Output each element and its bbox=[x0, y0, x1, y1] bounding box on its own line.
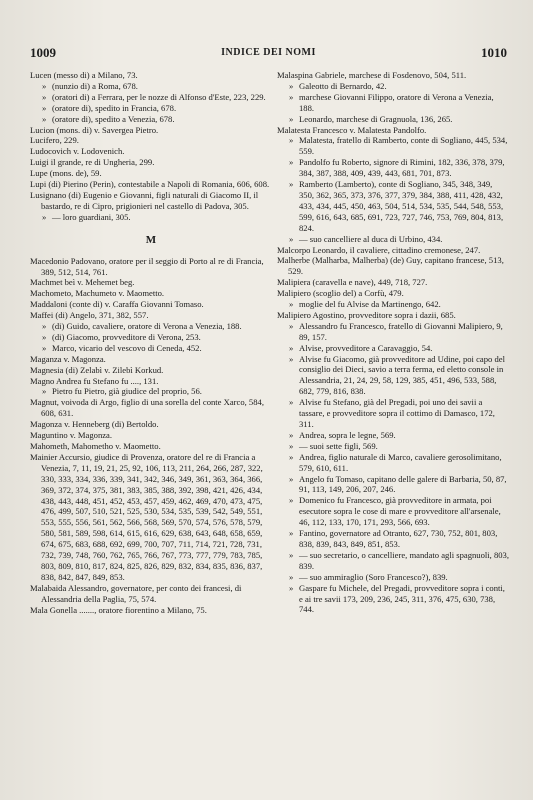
entry-text: Andrea, sopra le legne, 569. bbox=[299, 429, 396, 440]
entry-text: — suo cancelliere al duca di Urbino, 434. bbox=[299, 233, 443, 244]
entry-text: Gaspare fu Michele, del Pregadi, provveditore sopra i conti, e ai tre savii 173, 209, 236, 245, 311, 376, 475, 630, 738, 744. bbox=[299, 582, 505, 615]
ditto-mark-icon: » bbox=[289, 582, 294, 593]
index-subentry bbox=[277, 583, 509, 616]
entry-text: Ramberto (Lamberto), conte di Sogliano, 345, 348, 349, 350, 362, 365, 373, 376, 377, 379, 384, 388, 411, 428, 432, 433, 434, 445, 450, 463, 504, 514, 534, 535, 544, 548, 553, 599, 616, 643, 685, 691, 723, 727, 746, 753, 769, 804, 813, 824. bbox=[299, 179, 504, 233]
index-entry bbox=[30, 146, 272, 157]
index-subentry bbox=[277, 343, 509, 354]
entry-text: Magnut, voivoda di Argo, figlio di una sorella del conte Xarco, 584, 608, 631. bbox=[30, 397, 264, 419]
index-subentry bbox=[277, 114, 509, 125]
entry-text: (oratore di), spedito a Venezia, 678. bbox=[52, 113, 175, 124]
ditto-mark-icon: » bbox=[42, 91, 47, 102]
ditto-mark-icon: » bbox=[42, 113, 47, 124]
index-entry bbox=[30, 354, 272, 365]
entry-text: Malipiero (scoglio del) a Corfù, 479. bbox=[277, 288, 404, 299]
index-subentry bbox=[277, 179, 509, 234]
ditto-mark-icon: » bbox=[289, 91, 294, 102]
entry-text: Alessandro fu Francesco, fratello di Giovanni Malipiero, 9, 89, 157. bbox=[299, 320, 503, 342]
index-subentry bbox=[277, 397, 509, 430]
index-subentry bbox=[277, 321, 509, 343]
entry-text: Lusignano (di) Eugenio e Giovanni, figli naturali di Giacomo II, il bastardo, re di Cipro, prigionieri nel castello di Padova, 305. bbox=[30, 189, 259, 211]
entry-text: Mahometh, Mahometho v. Maometto. bbox=[30, 441, 161, 451]
right-block-entries bbox=[277, 70, 509, 615]
index-entry bbox=[30, 365, 272, 376]
entry-text: Marco, vicario del vescovo di Ceneda, 452. bbox=[52, 342, 202, 353]
index-subentry bbox=[277, 430, 509, 441]
ditto-mark-icon: » bbox=[42, 342, 47, 353]
index-entry bbox=[30, 397, 272, 419]
entry-text: Lucion (mons. di) v. Savergea Pietro. bbox=[30, 124, 159, 135]
left-page-number: 1009 bbox=[30, 45, 56, 60]
entry-text: (oratori di) a Ferrara, per le nozze di Alfonso d'Este, 223, 229. bbox=[52, 91, 266, 102]
ditto-mark-icon: » bbox=[42, 80, 47, 91]
entry-text: Lucen (messo di) a Milano, 73. bbox=[30, 70, 138, 80]
entry-text: Pandolfo fu Roberto, signore di Rimini, 182, 336, 378, 379, 384, 387, 388, 409, 439, 443, 681, 701, 873. bbox=[299, 157, 505, 179]
entry-text: Fantino, governatore ad Otranto, 627, 730, 752, 801, 803, 838, 839, 843, 849, 851, 853. bbox=[299, 528, 498, 549]
entry-text: Machmet beì v. Mehemet beg. bbox=[30, 277, 135, 288]
entry-text: Malcorpo Leonardo, il cavaliere, cittadino cremonese, 247. bbox=[277, 244, 481, 255]
ditto-mark-icon: » bbox=[289, 353, 294, 364]
index-entry bbox=[30, 190, 272, 212]
entry-text: Malabaida Alessandro, governatore, per conto dei francesi, di Alessandria della Paglia, 75, 574. bbox=[30, 582, 242, 604]
entry-text: Ludocovich v. Lodovenich. bbox=[30, 146, 125, 157]
entry-text: Maffei (di) Angelo, 371, 382, 557. bbox=[30, 310, 149, 321]
ditto-mark-icon: » bbox=[289, 473, 294, 484]
ditto-mark-icon: » bbox=[42, 211, 47, 222]
right-page-number: 1010 bbox=[481, 45, 507, 60]
index-entry bbox=[30, 125, 272, 136]
index-subentry bbox=[30, 386, 272, 397]
index-subentry bbox=[277, 474, 509, 496]
index-subentry bbox=[277, 452, 509, 474]
entry-text: Maddaloni (conte di) v. Caraffa Giovanni Tomaso. bbox=[30, 299, 204, 310]
entry-text: Domenico fu Francesco, già provveditore in armata, poi esecutore sopra le cose di mare e provveditore all'arsenale, 46, 112, 133, 170, 171, 293, 566, 693. bbox=[299, 495, 501, 528]
ditto-mark-icon: » bbox=[289, 571, 294, 582]
index-subentry bbox=[30, 81, 272, 92]
entry-text: Pietro fu Pietro, già giudice del proprio, 56. bbox=[52, 386, 202, 397]
index-entry bbox=[30, 168, 272, 179]
index-subentry bbox=[30, 114, 272, 125]
index-entry bbox=[277, 310, 509, 321]
index-entry bbox=[30, 419, 272, 430]
index-subentry bbox=[277, 495, 509, 528]
entry-text: Mainier Accursio, giudice di Provenza, oratore del re di Francia a Venezia, 7, 11, 19, 21, 25, 92, 106, 113, 211, 264, 266, 287, 322, 330, 333, 334, 336, 339, 341, 342, 346, 349, 361, 363, 364, 366, 369, 372, 374, 375, 381, 383, 385, 388, 392, 398, 421, 426, 434, 438, 443, 448, 451, 452, 453, 457, 459, 462, 469, 470, 473, 475, 476, 499, 507, 510, 521, 525, 530, 534, 535, 539, 542, 549, 551, 553, 555, 556, 561, 562, 566, 568, 569, 570, 574, 576, 578, 579, 580, 581, 589, 598, 614, 615, 616, 629, 638, 643, 648, 658, 659, 674, 675, 683, 688, 692, 699, 700, 707, 711, 714, 721, 728, 731, 732, 739, 748, 760, 762, 765, 766, 767, 773, 777, 779, 783, 785, 803, 809, 810, 817, 824, 825, 826, 829, 832, 834, 835, 836, 837, 838, 842, 847, 849, 853. bbox=[30, 451, 263, 582]
entry-text: Malatesta Francesco v. Malatesta Pandolfo. bbox=[277, 124, 427, 135]
index-subentry bbox=[277, 157, 509, 179]
index-entry bbox=[30, 179, 272, 190]
index-entry bbox=[30, 452, 272, 583]
entry-text: Malatesta, fratello di Ramberto, conte di Sogliano, 445, 534, 559. bbox=[299, 135, 508, 157]
ditto-mark-icon: » bbox=[42, 102, 47, 113]
ditto-mark-icon: » bbox=[289, 549, 294, 560]
index-entry bbox=[30, 256, 272, 278]
index-entry bbox=[277, 70, 509, 81]
ditto-mark-icon: » bbox=[289, 80, 294, 91]
entry-text: — suo ammiraglio (Soro Francesco?), 839. bbox=[299, 571, 448, 582]
index-entry bbox=[277, 245, 509, 256]
index-subentry bbox=[277, 234, 509, 245]
entry-text: moglie del fu Alvise da Martinengo, 642. bbox=[299, 299, 441, 310]
index-entry bbox=[30, 430, 272, 441]
entry-text: Magnesia (di) Zelabì v. Zilebì Korkud. bbox=[30, 364, 164, 375]
index-subentry bbox=[30, 343, 272, 354]
ditto-mark-icon: » bbox=[289, 528, 294, 539]
entry-text: (nunzio di) a Roma, 678. bbox=[52, 80, 138, 91]
entry-text: Mala Gonella ......., oratore fiorentino a Milano, 75. bbox=[30, 604, 207, 615]
ditto-mark-icon: » bbox=[289, 320, 294, 331]
index-entry bbox=[30, 70, 272, 81]
entry-text: Leonardo, marchese di Gragnuola, 136, 265. bbox=[299, 113, 453, 124]
index-subentry bbox=[277, 135, 509, 157]
entry-text: Malipiero Agostino, provveditore sopra i dazii, 685. bbox=[277, 309, 456, 320]
right-column bbox=[277, 70, 509, 615]
ditto-mark-icon: » bbox=[289, 299, 294, 310]
section-letter-m: M bbox=[145, 233, 157, 246]
entry-text: Andrea, figlio naturale di Marco, cavaliere gerosolimitano, 579, 610, 611. bbox=[299, 451, 502, 473]
index-entry bbox=[30, 310, 272, 321]
index-subentry bbox=[30, 212, 272, 223]
ditto-mark-icon: » bbox=[289, 440, 294, 451]
index-entry bbox=[277, 277, 509, 288]
ditto-mark-icon: » bbox=[289, 113, 294, 124]
index-entry bbox=[277, 125, 509, 136]
entry-text: Lupi (di) Pierino (Perin), contestabile a Napoli di Romania, 606, 608. bbox=[30, 179, 270, 190]
ditto-mark-icon: » bbox=[289, 342, 294, 353]
entry-text: Malaspina Gabriele, marchese di Fosdenovo, 504, 511. bbox=[277, 70, 467, 80]
index-entry bbox=[30, 376, 272, 387]
index-subentry bbox=[277, 81, 509, 92]
index-entry bbox=[30, 288, 272, 299]
index-subentry bbox=[277, 354, 509, 398]
ditto-mark-icon: » bbox=[42, 321, 47, 332]
index-entry bbox=[30, 135, 272, 146]
index-subentry bbox=[30, 321, 272, 332]
entry-text: Magno Andrea fu Stefano fu ...., 131. bbox=[30, 375, 159, 386]
entry-text: Malherbe (Malharba, Malherba) (de) Guy, capitano francese, 513, 529. bbox=[277, 255, 504, 277]
entry-text: Luigi il grande, re di Ungheria, 299. bbox=[30, 157, 155, 168]
ditto-mark-icon: » bbox=[289, 397, 294, 408]
entry-text: (di) Giacomo, provveditore di Verona, 253. bbox=[52, 331, 201, 342]
index-subentry bbox=[277, 550, 509, 572]
left-block-m-entries bbox=[30, 256, 272, 616]
index-entry bbox=[30, 277, 272, 288]
ditto-mark-icon: » bbox=[289, 495, 294, 506]
ditto-mark-icon: » bbox=[42, 386, 47, 397]
index-subentry bbox=[277, 299, 509, 310]
index-subentry bbox=[30, 103, 272, 114]
entry-text: Machometo, Machumeto v. Maometto. bbox=[30, 288, 165, 299]
entry-text: — loro guardiani, 305. bbox=[52, 211, 131, 222]
index-entry bbox=[30, 441, 272, 452]
entry-text: Alvise fu Giacomo, già provveditore ad Udine, poi capo del consiglio dei Dieci, savio a terra ferma, ed eletto console in Alessandria, 21, 24, 29, 58, 129, 385, 451, 496, 533, 588, 682, 779, 816, 838. bbox=[299, 353, 505, 397]
entry-text: — suoi sette figli, 569. bbox=[299, 440, 378, 451]
entry-text: Lupe (mons. de), 59. bbox=[30, 168, 102, 179]
entry-text: (oratore di), spedito in Francia, 678. bbox=[52, 102, 177, 113]
left-column bbox=[30, 70, 272, 616]
index-subentry bbox=[30, 332, 272, 343]
entry-text: Angelo fu Tomaso, capitano delle galere di Barbaria, 50, 87, 91, 113, 149, 206, 207, 246. bbox=[299, 473, 507, 495]
entry-text: — suo secretario, o cancelliere, mandato agli spagnuoli, 803, 839. bbox=[299, 549, 510, 571]
ditto-mark-icon: » bbox=[289, 157, 294, 168]
index-subentry bbox=[277, 528, 509, 550]
index-subentry bbox=[30, 92, 272, 103]
index-entry bbox=[30, 299, 272, 310]
left-block-l-entries bbox=[30, 70, 272, 223]
ditto-mark-icon: » bbox=[289, 135, 294, 146]
entry-text: Macedonio Padovano, oratore per il seggio di Porto al re di Francia, 389, 512, 514, 761. bbox=[30, 255, 264, 277]
entry-text: Galeotto di Bernardo, 42. bbox=[299, 80, 387, 91]
running-header bbox=[30, 45, 507, 61]
entry-text: Alvise, provveditore a Caravaggio, 54. bbox=[299, 342, 433, 353]
index-entry bbox=[277, 288, 509, 299]
ditto-mark-icon: » bbox=[42, 331, 47, 342]
entry-text: (di) Guido, cavaliere, oratore di Verona a Venezia, 188. bbox=[52, 321, 242, 332]
ditto-mark-icon: » bbox=[289, 451, 294, 462]
entry-text: Maguntino v. Magonza. bbox=[30, 430, 113, 441]
ditto-mark-icon: » bbox=[289, 233, 294, 244]
entry-text: marchese Giovanni Filippo, oratore di Verona a Venezia, 188. bbox=[299, 91, 494, 113]
entry-text: Lucifero, 229. bbox=[30, 135, 79, 146]
running-title: INDICE DEI NOMI bbox=[221, 47, 316, 58]
index-entry bbox=[277, 255, 509, 277]
index-entry bbox=[30, 605, 272, 616]
index-entry bbox=[30, 583, 272, 605]
ditto-mark-icon: » bbox=[289, 429, 294, 440]
index-subentry bbox=[277, 92, 509, 114]
index-subentry bbox=[277, 572, 509, 583]
entry-text: Maganza v. Magonza. bbox=[30, 353, 106, 364]
ditto-mark-icon: » bbox=[289, 179, 294, 190]
index-entry bbox=[30, 157, 272, 168]
entry-text: Magonza v. Henneberg (di) Bertoldo. bbox=[30, 419, 159, 430]
entry-text: Alvise fu Stefano, già del Pregadi, poi uno dei savii a tassare, e provveditore sopra il cottimo di Damasco, 172, 311. bbox=[299, 397, 495, 429]
entry-text: Malipiera (caravella e nave), 449, 718, 727. bbox=[277, 277, 428, 288]
index-subentry bbox=[277, 441, 509, 452]
